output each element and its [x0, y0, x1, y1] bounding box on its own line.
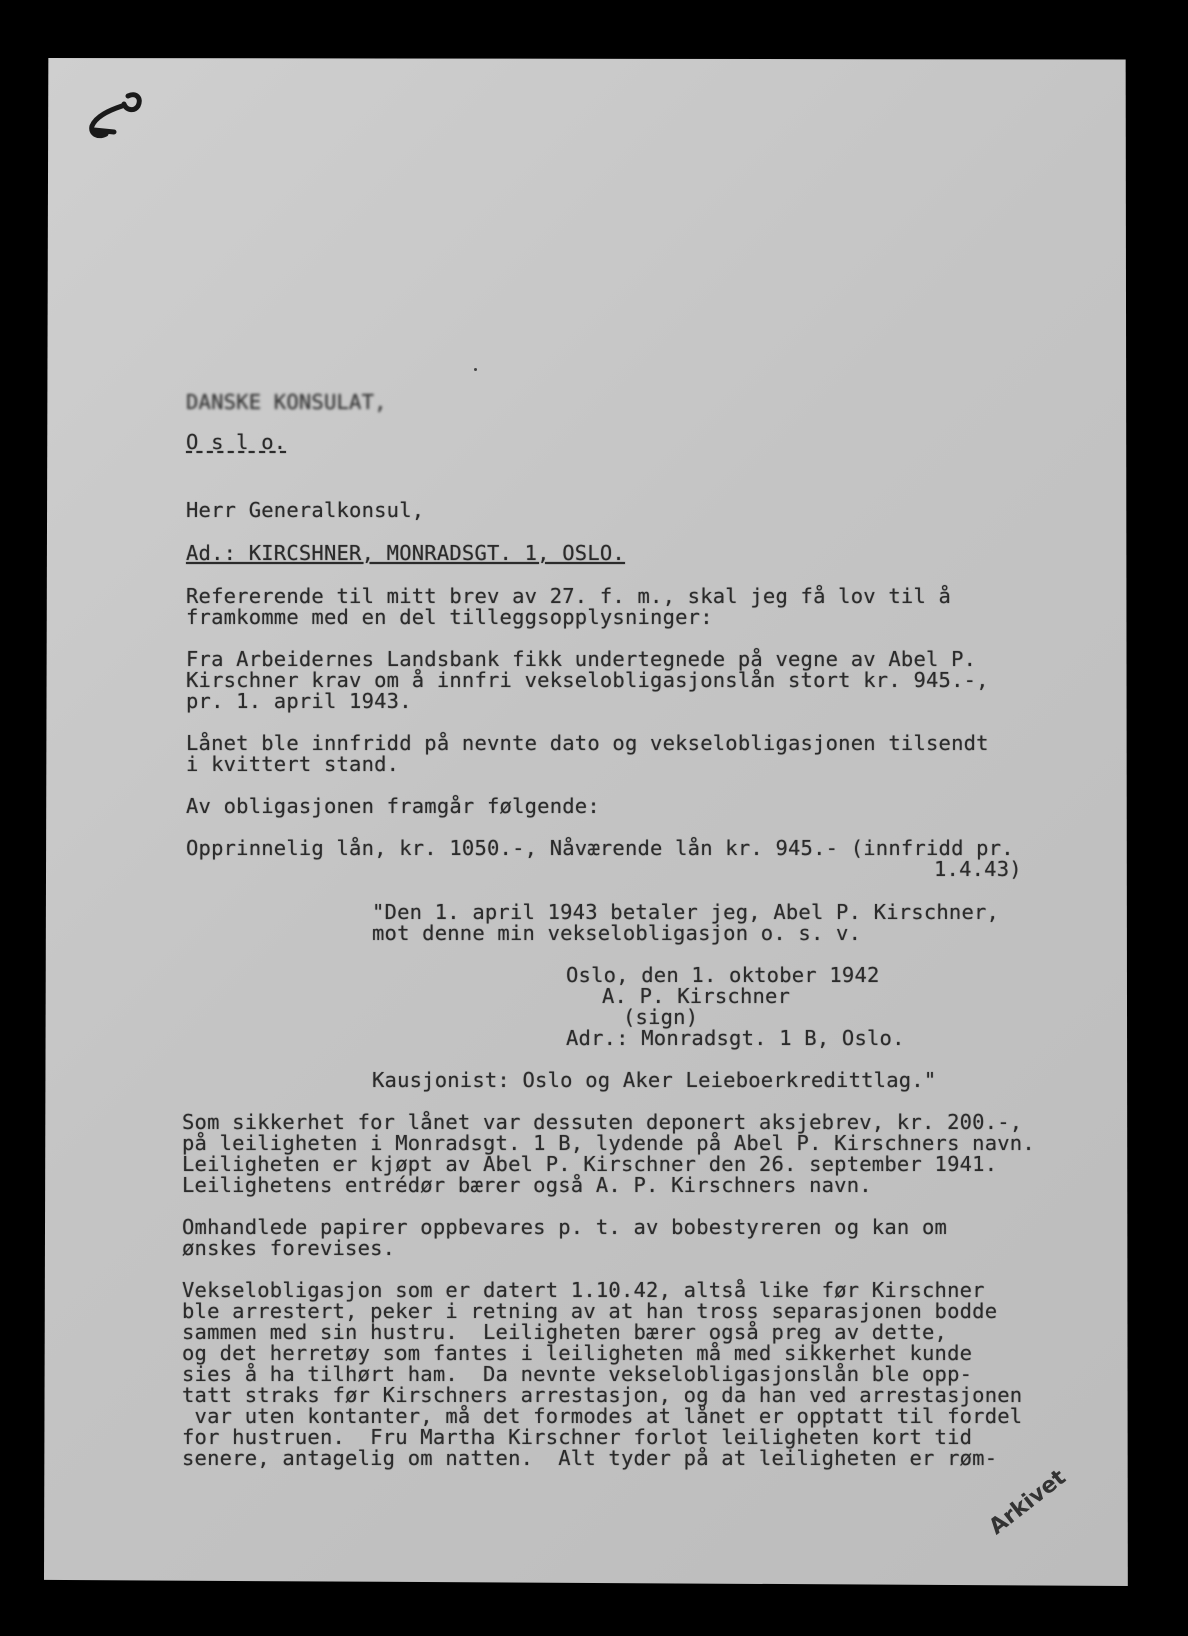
text-line: Opprinnelig lån, kr. 1050.-, Nåværende lån kr. 945.- (innfridd pr.	[186, 836, 1014, 860]
subject-line: Ad.: KIRCSHNER, MONRADSGT. 1, OSLO.	[186, 541, 625, 565]
text-line: sammen med sin hustru. Leiligheten bærer også preg av dette,	[182, 1320, 948, 1344]
guarantor-line: Kausjonist: Oslo og Aker Leieboerkredittlag."	[372, 1068, 937, 1092]
text-line: på leiligheten i Monradsgt. 1 B, lydende på Abel P. Kirschners navn.	[182, 1131, 1035, 1155]
text-line: Fra Arbeidernes Landsbank fikk undertegnede på vegne av Abel P.	[186, 647, 977, 671]
text-line: Som sikkerhet for lånet var dessuten deponert aksjebrev, kr. 200.-,	[182, 1110, 1023, 1134]
speck	[474, 368, 477, 371]
text-line: og det herretøy som fantes i leiligheten må med sikkerhet kunde	[182, 1341, 973, 1365]
text-line: 1.4.43)	[934, 857, 1022, 881]
salutation: Herr Generalkonsul,	[186, 498, 425, 522]
text-line: mot denne min vekselobligasjon o. s. v.	[372, 921, 862, 945]
text-line: "Den 1. april 1943 betaler jeg, Abel P. Kirschner,	[372, 900, 1000, 924]
signature-note: (sign)	[623, 1005, 699, 1029]
signature-place-date: Oslo, den 1. oktober 1942	[566, 963, 880, 987]
text-line: ønskes forevises.	[182, 1236, 396, 1260]
text-line: for hustruen. Fru Martha Kirschner forlot leiligheten kort tid	[182, 1425, 973, 1449]
text-line: var uten kontanter, må det formodes at lånet er opptatt til fordel	[182, 1404, 1023, 1428]
text-line: Refererende til mitt brev av 27. f. m., skal jeg få lov til å	[186, 584, 952, 608]
text-line: Leiligheten er kjøpt av Abel P. Kirschner den 26. september 1941.	[182, 1152, 998, 1176]
text-line: Vekselobligasjon som er datert 1.10.42, altså like før Kirschner	[182, 1278, 985, 1302]
text-line: sies å ha tilhørt ham. Da nevnte vekselobligasjonslån ble opp-	[182, 1362, 973, 1386]
text-line: ble arrestert, peker i retning av at han tross separasjonen bodde	[182, 1299, 998, 1323]
text-line: senere, antagelig om natten. Alt tyder på at leiligheten er røm-	[182, 1446, 998, 1470]
ink-mark-icon	[84, 92, 148, 148]
signature-name: A. P. Kirschner	[602, 984, 791, 1008]
archive-stamp: Arkivet	[984, 1464, 1071, 1540]
text-line: tatt straks før Kirschners arrestasjon, og da han ved arrestasjonen	[182, 1383, 1023, 1407]
paragraph-4: Av obligasjonen framgår følgende:	[186, 794, 600, 818]
text-line: i kvittert stand.	[186, 752, 400, 776]
signature-address: Adr.: Monradsgt. 1 B, Oslo.	[566, 1026, 905, 1050]
recipient-line-2: O s l o.	[186, 430, 287, 454]
text-line: Kirschner krav om å innfri vekselobligasjonslån stort kr. 945.-,	[186, 668, 989, 692]
text-line: pr. 1. april 1943.	[186, 689, 412, 713]
text-line: Leilighetens entrédør bærer også A. P. Kirschners navn.	[182, 1173, 872, 1197]
recipient-line-1: DANSKE KONSULAT,	[186, 390, 387, 414]
text-line: Lånet ble innfridd på nevnte dato og vekselobligasjonen tilsendt	[186, 731, 989, 755]
text-line: Omhandlede papirer oppbevares p. t. av bobestyreren og kan om	[182, 1215, 948, 1239]
text-line: framkomme med en del tilleggsopplysninger:	[186, 605, 713, 629]
